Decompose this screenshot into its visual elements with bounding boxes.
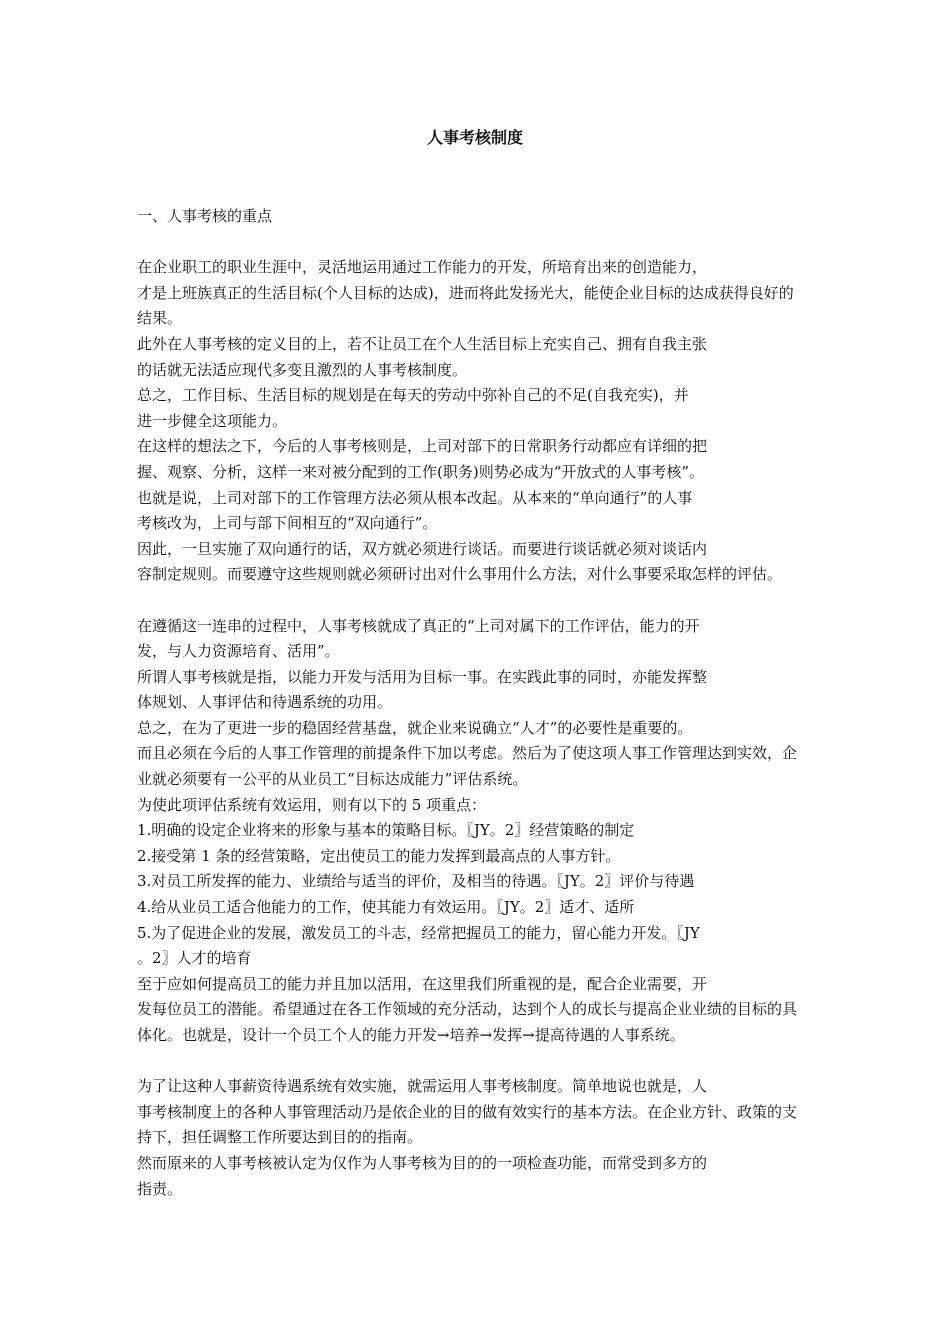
- text-line: 所谓人事考核就是指，以能力开发与活用为目标一事。在实践此事的同时，亦能发挥整: [137, 667, 708, 686]
- blank-line: [137, 230, 867, 256]
- text-line: 2.接受第 1 条的经营策略，定出使员工的能力发挥到最高点的人事方针。: [137, 846, 621, 865]
- text-line: 在这样的想法之下，今后的人事考核则是，上司对部下的日常职务行动都应有详细的把: [137, 437, 708, 456]
- text-line: 才是上班族真正的生活目标(个人目标的达成)，进而将此发扬光大，能使企业目标的达成获得良好的: [137, 283, 794, 302]
- text-line: 至于应如何提高员工的能力并且加以活用，在这里我们所重视的是，配合企业需要，开: [137, 974, 708, 993]
- text-line: 在企业职工的职业生涯中，灵活地运用通过工作能力的开发，所培育出来的创造能力，: [137, 258, 708, 277]
- text-line: 4.给从业员工适合他能力的工作，使其能力有效运用。〖JY。2〗适才、适所: [137, 898, 635, 917]
- blank-line: [137, 588, 867, 614]
- blank-line: [137, 1049, 867, 1075]
- text-line: 为了让这种人事薪资待遇系统有效实施，就需运用人事考核制度。简单地说也就是，人: [137, 1077, 708, 1096]
- text-line: 然而原来的人事考核被认定为仅作为人事考核为目的的一项检查功能，而常受到多方的: [137, 1153, 708, 1172]
- text-line: 进一步健全这项能力。: [137, 411, 288, 430]
- text-line: 。2〗人才的培育: [137, 949, 252, 968]
- text-line: 持下，担任调整工作所要达到目的的指南。: [137, 1128, 423, 1147]
- text-line: 考核改为，上司与部下间相互的“双向通行”。: [137, 514, 438, 533]
- text-line: 在遵循这一连串的过程中，人事考核就成了真正的“上司对属下的工作评估，能力的开: [137, 616, 700, 635]
- text-line: 指责。: [137, 1179, 183, 1198]
- text-line: 总之，在为了更进一步的稳固经营基盘，就企业来说确立“人才”的必要性是重要的。: [137, 718, 693, 737]
- text-line: 体化。也就是，设计一个员工个人的能力开发→培养→发挥→提高待遇的人事系统。: [137, 1026, 685, 1044]
- text-line: 此外在人事考核的定义目的上，若不让员工在个人生活目标上充实自己、拥有自我主张: [137, 334, 708, 353]
- text-line: 业就必须要有一公平的从业员工“目标达成能力”评估系统。: [137, 770, 528, 789]
- text-line: 发，与人力资源培育、活用”。: [137, 642, 340, 661]
- text-line: 的话就无法适应现代多变且激烈的人事考核制度。: [137, 360, 468, 379]
- text-line: 也就是说，上司对部下的工作管理方法必须从根本改起。从本来的“单向通行”的人事: [137, 488, 693, 507]
- text-line: 容制定规则。而要遵守这些规则就必须研讨出对什么事用什么方法，对什么事要采取怎样的评估。: [137, 565, 783, 584]
- text-line: 握、观察、分析，这样一来对被分配到的工作(职务)则势必成为“开放式的人事考核”。: [137, 462, 705, 481]
- text-line: 5.为了促进企业的发展，激发员工的斗志，经常把握员工的能力，留心能力开发。〖JY: [137, 923, 700, 942]
- text-line: 结果。: [137, 309, 183, 328]
- document-title: 人事考核制度: [426, 128, 523, 147]
- text-line: 总之，工作目标、生活目标的规划是在每天的劳动中弥补自己的不足(自我充实)，并: [137, 386, 689, 405]
- text-line: 发每位员工的潜能。希望通过在各工作领域的充分活动，达到个人的成长与提高企业业绩的目标的具: [137, 1000, 798, 1019]
- text-line: 因此，一旦实施了双向通行的话，双方就必须进行谈话。而要进行谈话就必须对谈话内: [137, 539, 708, 558]
- text-line: 体规划、人事评估和待遇系统的功用。: [137, 693, 393, 712]
- text-line: 1.明确的设定企业将来的形象与基本的策略目标。〖JY。2〗经营策略的制定: [137, 821, 635, 840]
- document-body: [137, 204, 867, 1202]
- text-line: 为使此项评估系统有效运用，则有以下的 5 项重点：: [137, 795, 487, 814]
- text-line: 一、人事考核的重点: [137, 207, 273, 225]
- text-line: 事考核制度上的各种人事管理活动乃是依企业的目的做有效实行的基本方法。在企业方针、政策的支: [137, 1102, 798, 1121]
- text-line: 而且必须在今后的人事工作管理的前提条件下加以考虑。然后为了使这项人事工作管理达到实效，企: [137, 744, 798, 763]
- text-line: 3.对员工所发挥的能力、业绩给与适当的评价，及相当的待遇。〖JY。2〗评价与待遇: [137, 872, 695, 891]
